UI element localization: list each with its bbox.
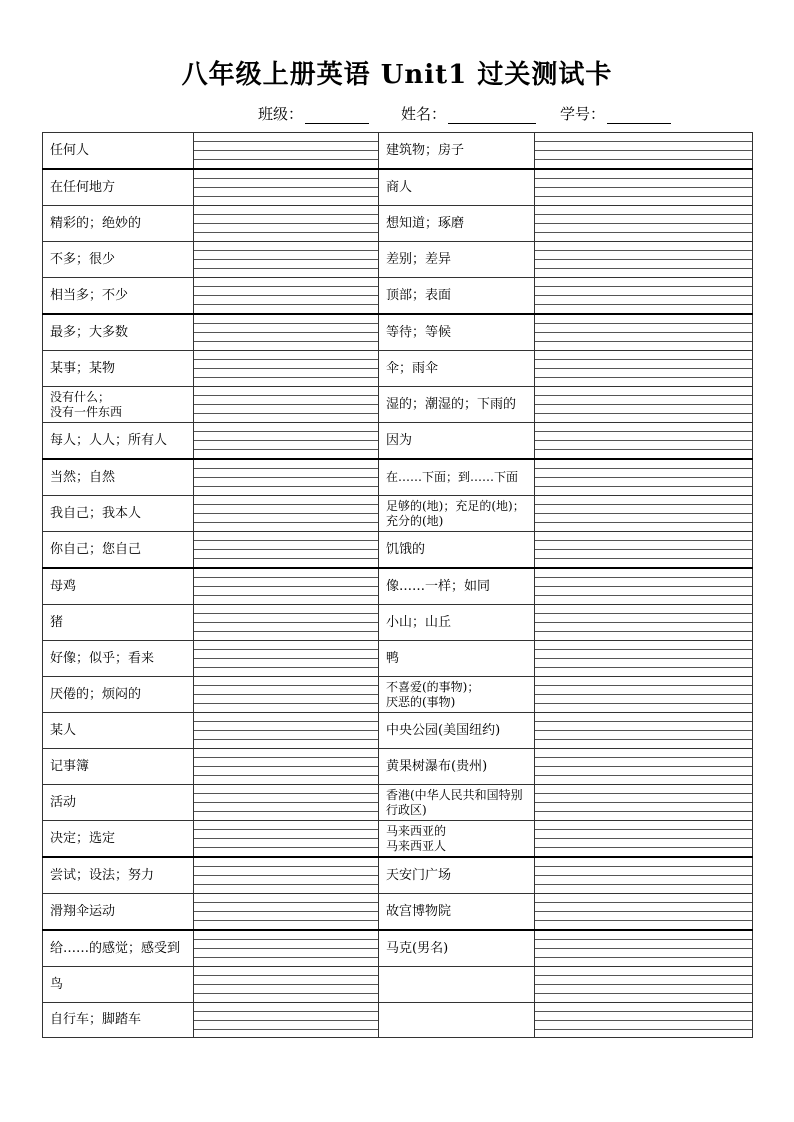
answer-rule	[535, 404, 752, 405]
left-answer-lines[interactable]	[194, 857, 379, 894]
answer-rule	[535, 341, 752, 342]
answer-rule	[194, 1011, 378, 1012]
vocab-row	[43, 821, 753, 858]
right-chinese-term: 建筑物；房子	[379, 133, 535, 170]
right-chinese-term: 鸭	[379, 641, 535, 677]
answer-rule	[535, 766, 752, 767]
left-chinese-term: 猪	[43, 605, 194, 641]
answer-rule	[194, 757, 378, 758]
answer-rule	[535, 902, 752, 903]
answer-rule	[194, 802, 378, 803]
right-answer-lines[interactable]	[535, 532, 753, 569]
left-chinese-term: 某人	[43, 713, 194, 749]
answer-rule	[535, 838, 752, 839]
vocab-row	[43, 894, 753, 931]
answer-rule	[194, 948, 378, 949]
right-chinese-term: 不喜爱(的事物)； 厌恶的(事物)	[379, 677, 535, 713]
right-answer-lines[interactable]	[535, 242, 753, 278]
left-answer-lines[interactable]	[194, 821, 379, 858]
left-chinese-term: 当然；自然	[43, 459, 194, 496]
left-answer-lines[interactable]	[194, 1003, 379, 1038]
left-chinese-term: 在任何地方	[43, 169, 194, 206]
right-chinese-term: 小山；山丘	[379, 605, 535, 641]
vocab-table	[42, 132, 753, 1038]
left-chinese-term: 活动	[43, 785, 194, 821]
answer-rule	[535, 1011, 752, 1012]
vocab-row	[43, 351, 753, 387]
answer-rule	[194, 377, 378, 378]
left-chinese-term: 我自己；我本人	[43, 496, 194, 532]
answer-rule	[535, 793, 752, 794]
answer-rule	[194, 911, 378, 912]
answer-rule	[194, 811, 378, 812]
right-answer-lines[interactable]	[535, 133, 753, 170]
answer-rule	[535, 522, 752, 523]
answer-rule	[194, 368, 378, 369]
answer-rule	[535, 948, 752, 949]
left-answer-lines[interactable]	[194, 351, 379, 387]
answer-rule	[535, 504, 752, 505]
left-chinese-term: 滑翔伞运动	[43, 894, 194, 931]
left-answer-lines[interactable]	[194, 713, 379, 749]
vocab-row	[43, 713, 753, 749]
answer-rule	[194, 649, 378, 650]
right-answer-lines[interactable]	[535, 278, 753, 315]
left-chinese-term: 给……的感觉；感受到	[43, 930, 194, 967]
answer-rule	[194, 304, 378, 305]
left-answer-lines[interactable]	[194, 677, 379, 713]
right-chinese-term: 商人	[379, 169, 535, 206]
class-field[interactable]	[258, 103, 369, 124]
right-chinese-term: 香港(中华人民共和国特别行政区)	[379, 785, 535, 821]
answer-rule	[535, 304, 752, 305]
left-chinese-term: 你自己；您自己	[43, 532, 194, 569]
vocab-row	[43, 423, 753, 460]
answer-rule	[535, 232, 752, 233]
left-answer-lines[interactable]	[194, 749, 379, 785]
vocab-row	[43, 677, 753, 713]
right-answer-lines[interactable]	[535, 459, 753, 496]
answer-rule	[535, 757, 752, 758]
vocab-row	[43, 314, 753, 351]
answer-rule	[194, 957, 378, 958]
number-blank[interactable]	[607, 107, 671, 124]
answer-rule	[194, 975, 378, 976]
answer-rule	[194, 631, 378, 632]
answer-rule	[535, 558, 752, 559]
answer-rule	[194, 295, 378, 296]
vocab-row	[43, 532, 753, 569]
answer-rule	[535, 413, 752, 414]
answer-rule	[194, 359, 378, 360]
left-answer-lines[interactable]	[194, 314, 379, 351]
answer-rule	[194, 667, 378, 668]
answer-rule	[194, 150, 378, 151]
answer-rule	[535, 703, 752, 704]
answer-rule	[535, 187, 752, 188]
answer-rule	[535, 694, 752, 695]
answer-rule	[194, 694, 378, 695]
vocab-row	[43, 605, 753, 641]
answer-rule	[535, 359, 752, 360]
answer-rule	[535, 775, 752, 776]
vocab-row	[43, 206, 753, 242]
answer-rule	[194, 766, 378, 767]
left-answer-lines[interactable]	[194, 785, 379, 821]
answer-rule	[194, 223, 378, 224]
answer-rule	[194, 268, 378, 269]
right-answer-lines[interactable]	[535, 857, 753, 894]
answer-rule	[194, 323, 378, 324]
answer-rule	[535, 178, 752, 179]
answer-rule	[194, 703, 378, 704]
answer-rule	[535, 377, 752, 378]
right-chinese-term: 在……下面；到……下面	[379, 459, 535, 496]
answer-rule	[194, 178, 378, 179]
answer-rule	[535, 259, 752, 260]
left-chinese-term: 鸟	[43, 967, 194, 1003]
vocab-row	[43, 459, 753, 496]
answer-rule	[535, 993, 752, 994]
vocab-row	[43, 568, 753, 605]
answer-rule	[535, 939, 752, 940]
answer-rule	[194, 232, 378, 233]
answer-rule	[535, 829, 752, 830]
right-answer-lines[interactable]	[535, 894, 753, 931]
answer-rule	[535, 811, 752, 812]
answer-rule	[535, 549, 752, 550]
left-answer-lines[interactable]	[194, 496, 379, 532]
left-answer-lines[interactable]	[194, 169, 379, 206]
answer-rule	[194, 159, 378, 160]
answer-rule	[194, 658, 378, 659]
answer-rule	[194, 730, 378, 731]
right-answer-lines[interactable]	[535, 605, 753, 641]
answer-rule	[194, 1029, 378, 1030]
right-answer-lines[interactable]	[535, 568, 753, 605]
left-chinese-term: 没有什么； 没有一件东西	[43, 387, 194, 423]
answer-rule	[194, 613, 378, 614]
answer-rule	[194, 214, 378, 215]
answer-rule	[194, 829, 378, 830]
left-chinese-term: 某事；某物	[43, 351, 194, 387]
right-chinese-term: 像……一样；如同	[379, 568, 535, 605]
page-title: 八年级上册英语 Unit1 过关测试卡	[181, 60, 613, 90]
answer-rule	[535, 486, 752, 487]
answer-rule	[535, 667, 752, 668]
left-chinese-term: 好像；似乎；看来	[43, 641, 194, 677]
answer-rule	[194, 449, 378, 450]
answer-rule	[194, 549, 378, 550]
right-answer-lines[interactable]	[535, 1003, 753, 1038]
answer-rule	[535, 150, 752, 151]
right-chinese-term: 足够的(地)；充足的(地)；充分的(地)	[379, 496, 535, 532]
answer-rule	[194, 486, 378, 487]
right-answer-lines[interactable]	[535, 677, 753, 713]
student-info	[258, 102, 671, 124]
answer-rule	[194, 939, 378, 940]
vocab-row	[43, 496, 753, 532]
answer-rule	[194, 993, 378, 994]
vocab-row	[43, 387, 753, 423]
answer-rule	[194, 902, 378, 903]
right-answer-lines[interactable]	[535, 206, 753, 242]
answer-rule	[194, 984, 378, 985]
answer-rule	[535, 1020, 752, 1021]
answer-rule	[535, 622, 752, 623]
answer-rule	[194, 721, 378, 722]
right-chinese-term	[379, 1003, 535, 1038]
answer-rule	[535, 721, 752, 722]
left-answer-lines[interactable]	[194, 242, 379, 278]
answer-rule	[535, 196, 752, 197]
answer-rule	[194, 332, 378, 333]
answer-rule	[194, 477, 378, 478]
answer-rule	[194, 540, 378, 541]
answer-rule	[535, 368, 752, 369]
answer-rule	[194, 187, 378, 188]
vocab-row	[43, 749, 753, 785]
left-answer-lines[interactable]	[194, 930, 379, 967]
right-answer-lines[interactable]	[535, 821, 753, 858]
right-chinese-term: 湿的；潮湿的；下雨的	[379, 387, 535, 423]
left-chinese-term: 尝试；设法；努力	[43, 857, 194, 894]
answer-rule	[194, 196, 378, 197]
left-answer-lines[interactable]	[194, 387, 379, 423]
answer-rule	[535, 141, 752, 142]
left-answer-lines[interactable]	[194, 459, 379, 496]
right-chinese-term: 马来西亚的 马来西亚人	[379, 821, 535, 858]
left-answer-lines[interactable]	[194, 894, 379, 931]
answer-rule	[535, 920, 752, 921]
left-answer-lines[interactable]	[194, 967, 379, 1003]
answer-rule	[194, 595, 378, 596]
left-chinese-term: 任何人	[43, 133, 194, 170]
vocab-row	[43, 785, 753, 821]
class-blank[interactable]	[305, 107, 369, 124]
right-chinese-term: 差别；差异	[379, 242, 535, 278]
answer-rule	[194, 522, 378, 523]
answer-rule	[535, 214, 752, 215]
right-answer-lines[interactable]	[535, 785, 753, 821]
right-chinese-term	[379, 967, 535, 1003]
answer-rule	[194, 468, 378, 469]
right-chinese-term: 黄果树瀑布(贵州)	[379, 749, 535, 785]
right-chinese-term: 中央公园(美国纽约)	[379, 713, 535, 749]
number-label: 学号：	[560, 105, 606, 123]
answer-rule	[194, 920, 378, 921]
left-chinese-term: 母鸡	[43, 568, 194, 605]
vocab-row	[43, 967, 753, 1003]
left-answer-lines[interactable]	[194, 605, 379, 641]
answer-rule	[535, 658, 752, 659]
answer-rule	[194, 622, 378, 623]
vocab-row	[43, 242, 753, 278]
vocab-row	[43, 1003, 753, 1038]
answer-rule	[535, 323, 752, 324]
left-chinese-term: 不多；很少	[43, 242, 194, 278]
right-chinese-term: 想知道；琢磨	[379, 206, 535, 242]
right-answer-lines[interactable]	[535, 713, 753, 749]
answer-rule	[535, 802, 752, 803]
right-answer-lines[interactable]	[535, 749, 753, 785]
right-answer-lines[interactable]	[535, 351, 753, 387]
answer-rule	[194, 286, 378, 287]
answer-rule	[194, 341, 378, 342]
answer-rule	[535, 159, 752, 160]
answer-rule	[535, 884, 752, 885]
answer-rule	[535, 540, 752, 541]
right-answer-lines[interactable]	[535, 930, 753, 967]
right-chinese-term: 因为	[379, 423, 535, 460]
left-answer-lines[interactable]	[194, 133, 379, 170]
left-chinese-term: 精彩的；绝妙的	[43, 206, 194, 242]
left-answer-lines[interactable]	[194, 278, 379, 315]
answer-rule	[194, 395, 378, 396]
answer-rule	[194, 413, 378, 414]
answer-rule	[194, 875, 378, 876]
answer-rule	[535, 595, 752, 596]
right-chinese-term: 故宫博物院	[379, 894, 535, 931]
answer-rule	[535, 631, 752, 632]
answer-rule	[194, 558, 378, 559]
answer-rule	[194, 440, 378, 441]
right-chinese-term: 顶部；表面	[379, 278, 535, 315]
left-chinese-term: 厌倦的；烦闷的	[43, 677, 194, 713]
answer-rule	[194, 259, 378, 260]
answer-rule	[535, 440, 752, 441]
answer-rule	[535, 730, 752, 731]
name-blank[interactable]	[448, 107, 536, 124]
answer-rule	[194, 141, 378, 142]
answer-rule	[194, 404, 378, 405]
answer-rule	[194, 793, 378, 794]
answer-rule	[194, 504, 378, 505]
answer-rule	[535, 957, 752, 958]
vocab-row	[43, 133, 753, 170]
right-answer-lines[interactable]	[535, 314, 753, 351]
left-chinese-term: 每人；人人；所有人	[43, 423, 194, 460]
answer-rule	[535, 866, 752, 867]
name-field[interactable]	[401, 103, 536, 124]
answer-rule	[194, 1020, 378, 1021]
right-answer-lines[interactable]	[535, 967, 753, 1003]
answer-rule	[194, 586, 378, 587]
name-label: 姓名：	[401, 105, 447, 123]
right-chinese-term: 伞；雨伞	[379, 351, 535, 387]
number-field[interactable]	[560, 103, 671, 124]
right-answer-lines[interactable]	[535, 641, 753, 677]
answer-rule	[194, 847, 378, 848]
vocab-row	[43, 857, 753, 894]
left-chinese-term: 相当多；不少	[43, 278, 194, 315]
left-chinese-term: 决定；选定	[43, 821, 194, 858]
left-answer-lines[interactable]	[194, 423, 379, 460]
answer-rule	[194, 775, 378, 776]
answer-rule	[535, 1029, 752, 1030]
answer-rule	[535, 577, 752, 578]
vocab-row	[43, 169, 753, 206]
answer-rule	[194, 685, 378, 686]
left-chinese-term: 自行车；脚踏车	[43, 1003, 194, 1038]
right-answer-lines[interactable]	[535, 169, 753, 206]
answer-rule	[535, 395, 752, 396]
answer-rule	[535, 975, 752, 976]
answer-rule	[535, 513, 752, 514]
right-chinese-term: 饥饿的	[379, 532, 535, 569]
answer-rule	[535, 295, 752, 296]
left-answer-lines[interactable]	[194, 206, 379, 242]
answer-rule	[535, 911, 752, 912]
answer-rule	[535, 984, 752, 985]
right-chinese-term: 天安门广场	[379, 857, 535, 894]
left-answer-lines[interactable]	[194, 532, 379, 569]
right-answer-lines[interactable]	[535, 496, 753, 532]
answer-rule	[535, 739, 752, 740]
answer-rule	[535, 223, 752, 224]
answer-rule	[194, 250, 378, 251]
right-answer-lines[interactable]	[535, 423, 753, 460]
answer-rule	[535, 250, 752, 251]
answer-rule	[194, 431, 378, 432]
answer-rule	[535, 649, 752, 650]
answer-rule	[535, 286, 752, 287]
answer-rule	[535, 586, 752, 587]
answer-rule	[535, 268, 752, 269]
right-answer-lines[interactable]	[535, 387, 753, 423]
left-answer-lines[interactable]	[194, 568, 379, 605]
left-chinese-term: 最多；大多数	[43, 314, 194, 351]
answer-rule	[194, 866, 378, 867]
answer-rule	[194, 838, 378, 839]
answer-rule	[194, 739, 378, 740]
right-chinese-term: 马克(男名)	[379, 930, 535, 967]
answer-rule	[194, 884, 378, 885]
answer-rule	[535, 477, 752, 478]
vocab-row	[43, 930, 753, 967]
answer-rule	[535, 332, 752, 333]
answer-rule	[194, 577, 378, 578]
left-chinese-term: 记事簿	[43, 749, 194, 785]
answer-rule	[535, 431, 752, 432]
answer-rule	[535, 685, 752, 686]
right-chinese-term: 等待；等候	[379, 314, 535, 351]
answer-rule	[535, 449, 752, 450]
vocab-row	[43, 278, 753, 315]
class-label: 班级：	[258, 105, 304, 123]
left-answer-lines[interactable]	[194, 641, 379, 677]
vocab-row	[43, 641, 753, 677]
answer-rule	[194, 513, 378, 514]
answer-rule	[535, 613, 752, 614]
answer-rule	[535, 875, 752, 876]
answer-rule	[535, 847, 752, 848]
answer-rule	[535, 468, 752, 469]
